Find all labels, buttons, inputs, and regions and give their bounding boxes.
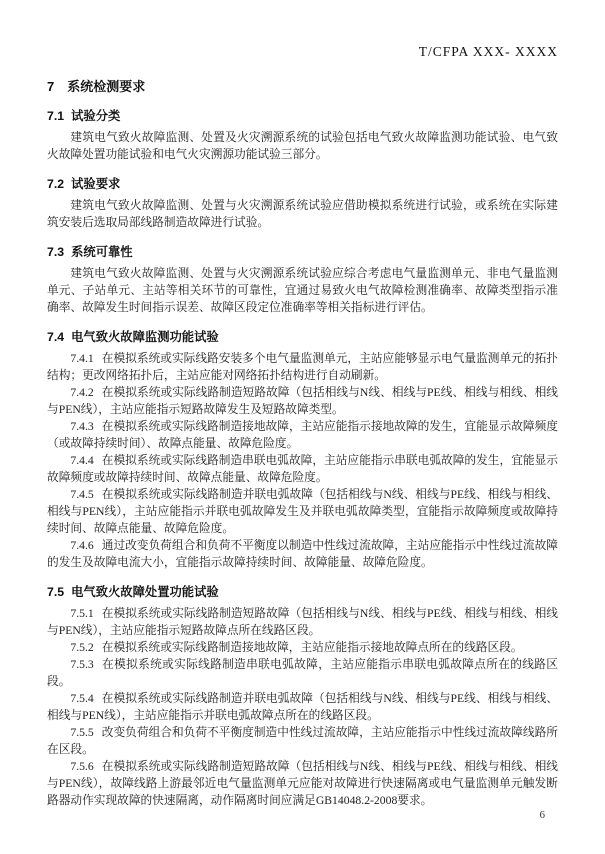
chapter-title: 系统检测要求 bbox=[67, 79, 146, 94]
clause-7-5-3 bbox=[47, 656, 558, 690]
clause-7-5-6 bbox=[47, 758, 558, 809]
clause-7-4-5 bbox=[47, 486, 558, 537]
section-number: 7.2 bbox=[47, 177, 65, 191]
section-title: 电气致火故障监测功能试验 bbox=[71, 330, 219, 344]
clause-text: 在模拟系统或实际线路制造短路故障（包括相线与N线、相线与PE线、相线与相线、相线与PEN线），主站应能指示短路故障点所在线路区段。 bbox=[47, 607, 558, 637]
clause-text: 改变负荷组合和负荷不平衡度制造中性线过流故障，主站应能指示中性线过流故障线路所在区段。 bbox=[47, 726, 558, 756]
section-number: 7.1 bbox=[47, 109, 65, 123]
section-title: 试验分类 bbox=[71, 109, 121, 123]
clause-7-5-1 bbox=[47, 605, 558, 639]
clause-number: 7.5.3 bbox=[70, 658, 94, 671]
clause-number: 7.4.3 bbox=[70, 420, 94, 433]
standard-code-header: T/CFPA XXX- XXXX bbox=[418, 44, 558, 59]
clause-number: 7.5.5 bbox=[70, 726, 94, 739]
clause-number: 7.5.2 bbox=[70, 641, 94, 654]
clause-text: 在模拟系统或实际线路制造并联电弧故障（包括相线与N线、相线与PE线、相线与相线、相线与PEN线），主站应能指示并联电弧故障点所在的线路区段。 bbox=[47, 692, 558, 722]
section-heading-7-5 bbox=[47, 584, 558, 600]
clause-number: 7.4.4 bbox=[70, 454, 94, 467]
section-number: 7.4 bbox=[47, 330, 65, 344]
clause-7-5-2 bbox=[47, 639, 558, 656]
section-heading-7-2 bbox=[47, 176, 558, 192]
clause-text: 在模拟系统或实际线路制造短路故障（包括相线与N线、相线与PE线、相线与相线、相线与PEN线），故障线路上游最邻近电气量监测单元应能对故障进行快速隔离或电气量监测单元触发断路器动作实现故障的快速隔离，动作隔离时间应满足GB14048.2-2008要求。 bbox=[47, 760, 558, 807]
page-number: 6 bbox=[539, 809, 545, 821]
document-content bbox=[47, 44, 558, 809]
clause-text: 在模拟系统或实际线路制造短路故障（包括相线与N线、相线与PE线、相线与相线、相线与PEN线），主站应能指示短路故障发生及短路故障类型。 bbox=[47, 386, 558, 416]
paragraph-7-2: 建筑电气致火故障监测、处置与火灾溯源系统试验应借助模拟系统进行试验，或系统在实际建筑安装后选取局部线路制造故障进行试验。 bbox=[47, 199, 558, 229]
paragraph-7-1: 建筑电气致火故障监测、处置及火灾溯源系统的试验包括电气致火故障监测功能试验、电气致火故障处置功能试验和电气火灾溯源功能试验三部分。 bbox=[47, 131, 558, 161]
clause-text: 在模拟系统或实际线路制造并联电弧故障（包括相线与N线、相线与PE线、相线与相线、相线与PEN线），主站应能指示并联电弧故障发生及并联电弧故障类型，宜能指示故障频度或故障持续时间、故障点能量、故障危险度。 bbox=[47, 488, 558, 535]
clause-7-4-4 bbox=[47, 452, 558, 486]
clause-text: 在模拟系统或实际线路制造串联电弧故障，主站应能指示串联电弧故障的发生，宜能显示故障频度或故障持续时间、故障点能量、故障危险度。 bbox=[47, 454, 558, 484]
section-heading-7-3 bbox=[47, 244, 558, 260]
clause-7-4-3 bbox=[47, 418, 558, 452]
clause-7-4-2 bbox=[47, 384, 558, 418]
paragraph-7-3: 建筑电气致火故障监测、处置与火灾溯源系统试验应综合考虑电气量监测单元、非电气量监测单元、子站单元、主站等相关环节的可靠性，宜通过易致火电气故障检测准确率、故障类型指示准确率、故障发生时间指示误差、故障区段定位准确率等相关指标进行评估。 bbox=[47, 267, 558, 314]
clause-number: 7.4.6 bbox=[70, 539, 94, 552]
chapter-number: 7 bbox=[47, 79, 55, 94]
section-heading-7-4 bbox=[47, 329, 558, 345]
clause-number: 7.4.5 bbox=[70, 488, 94, 501]
clause-text: 在模拟系统或实际线路制造串联电弧故障，主站应能指示串联电弧故障点所在的线路区段。 bbox=[47, 658, 558, 688]
clause-number: 7.4.1 bbox=[70, 352, 94, 365]
clause-number: 7.5.6 bbox=[70, 760, 94, 773]
chapter-heading bbox=[47, 78, 558, 95]
clause-7-5-5 bbox=[47, 724, 558, 758]
clause-7-5-4 bbox=[47, 690, 558, 724]
clause-number: 7.5.4 bbox=[70, 692, 94, 705]
clause-text: 在模拟系统或实际线路安装多个电气量监测单元，主站应能够显示电气量监测单元的拓扑结构；更改网络拓扑后，主站应能对网络拓扑结构进行自动刷新。 bbox=[47, 352, 558, 382]
clause-text: 在模拟系统或实际线路制造接地故障，主站应能指示接地故障点所在的线路区段。 bbox=[101, 641, 523, 654]
section-number: 7.5 bbox=[47, 585, 65, 599]
clause-number: 7.4.2 bbox=[70, 386, 94, 399]
section-title: 电气致火故障处置功能试验 bbox=[71, 585, 219, 599]
clause-text: 通过改变负荷组合和负荷不平衡度以制造中性线过流故障，主站应能指示中性线过流故障的发生及故障电流大小，宜能指示故障持续时间、故障能量、故障危险度。 bbox=[47, 539, 558, 569]
section-title: 系统可靠性 bbox=[71, 245, 133, 259]
clause-7-4-1 bbox=[47, 350, 558, 384]
clause-number: 7.5.1 bbox=[70, 607, 94, 620]
clause-text: 在模拟系统或实际线路制造接地故障，主站应能指示接地故障的发生，宜能显示故障频度（或故障持续时间）、故障点能量、故障危险度。 bbox=[47, 420, 558, 450]
section-title: 试验要求 bbox=[71, 177, 121, 191]
clause-7-4-6 bbox=[47, 537, 558, 571]
section-heading-7-1 bbox=[47, 108, 558, 124]
section-number: 7.3 bbox=[47, 245, 65, 259]
